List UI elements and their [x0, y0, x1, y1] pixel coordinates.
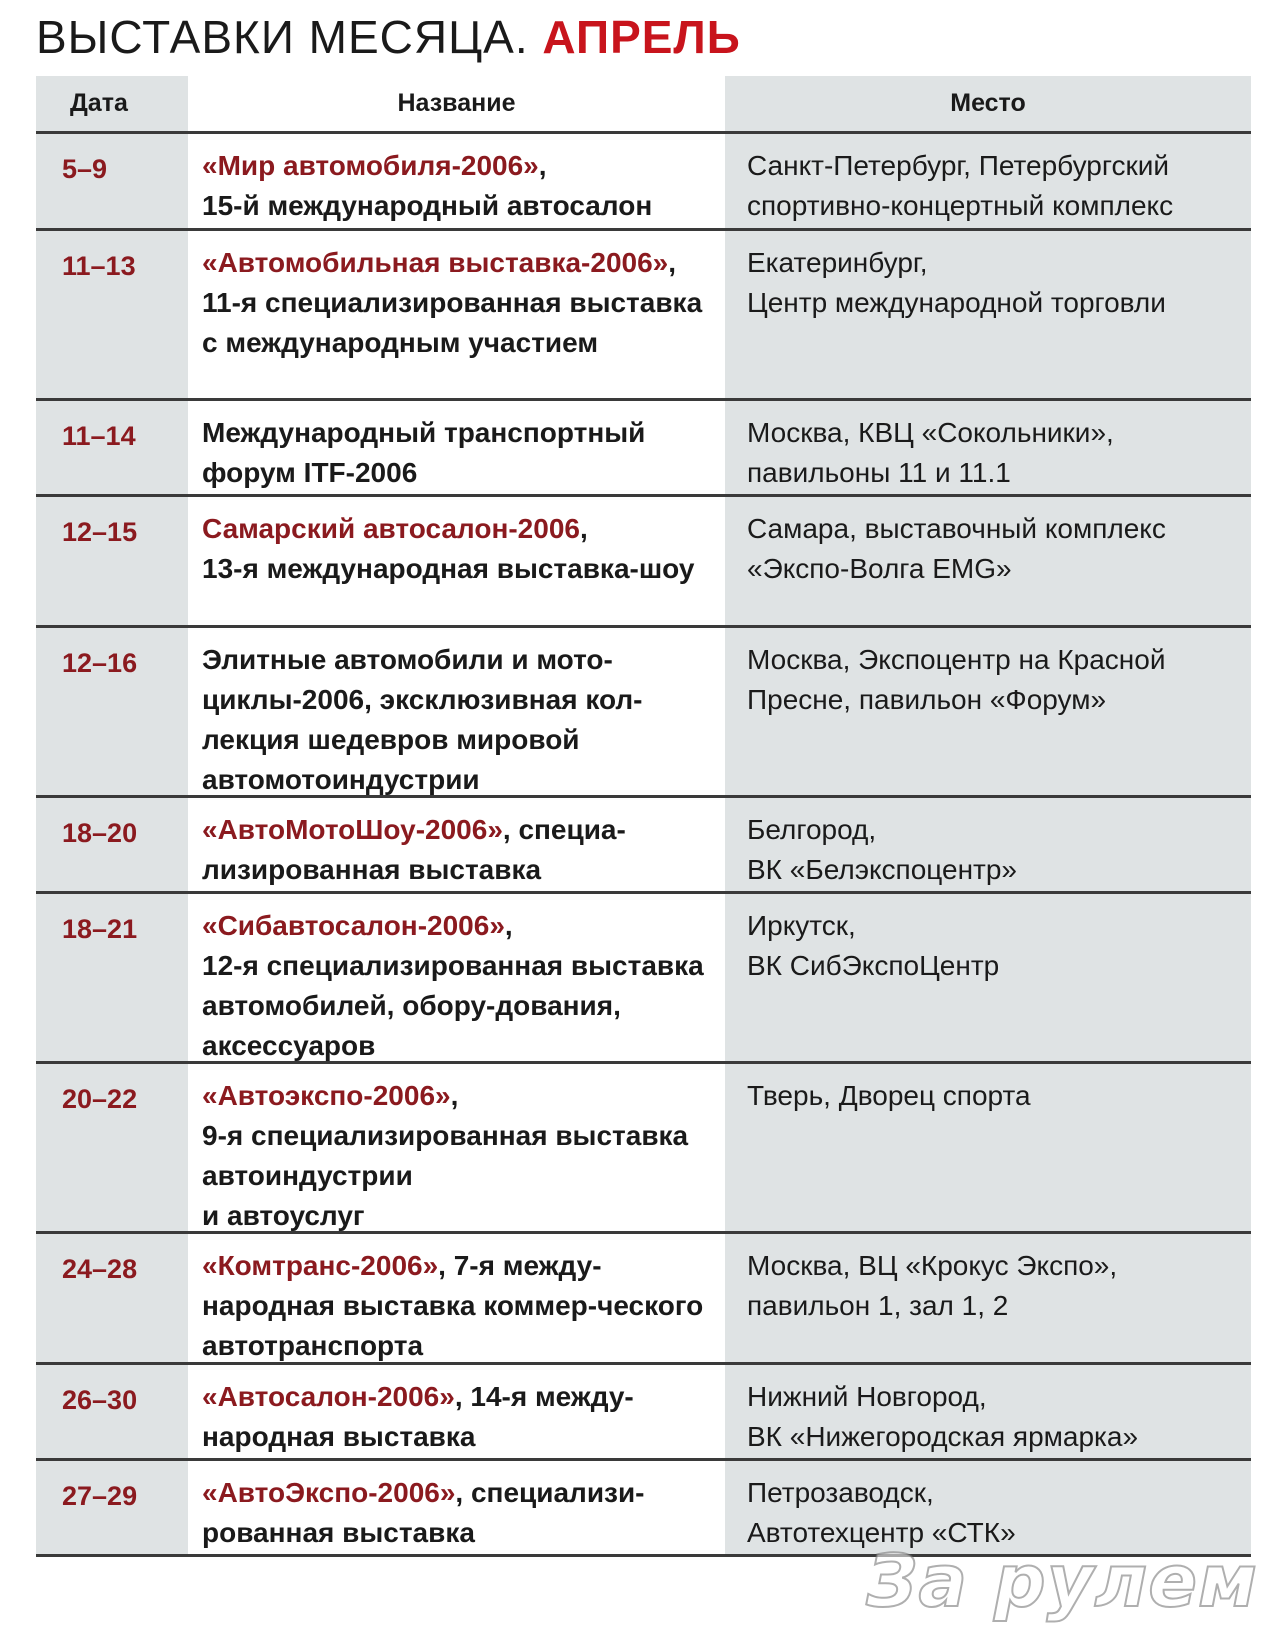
row-name-rest: , 14-я между-народная выставка — [202, 1381, 634, 1452]
row-place: Екатеринбург, Центр международной торговли — [725, 231, 1251, 398]
row-place: Москва, КВЦ «Сокольники», павильоны 11 и 11.1 — [725, 401, 1251, 494]
row-date: 24–28 — [36, 1234, 188, 1362]
row-name-rest: Элитные автомобили и мото-циклы-2006, эксклюзивная кол-лекция шедевров мировой автомотоиндустрии — [202, 644, 643, 795]
table-row — [36, 134, 1251, 231]
exhibitions-table — [36, 76, 1251, 1557]
table-row — [36, 1234, 1251, 1365]
header-place: Место — [725, 76, 1251, 131]
row-date: 5–9 — [36, 134, 188, 228]
row-name — [188, 894, 725, 1061]
row-name-highlight: «АвтоЭкспо-2006» — [202, 1477, 456, 1508]
row-name-highlight: «Мир автомобиля-2006» — [202, 150, 539, 181]
row-name-highlight: «Автомобильная выставка-2006» — [202, 247, 669, 278]
row-date: 12–16 — [36, 628, 188, 795]
row-name — [188, 798, 725, 891]
row-date: 18–21 — [36, 894, 188, 1061]
row-place: Петрозаводск, Автотехцентр «СТК» — [725, 1461, 1251, 1554]
row-name-rest: , специа-лизированная выставка — [202, 814, 626, 885]
row-name-rest: , 12-я специализированная выставка автомобилей, обору-дования, аксессуаров — [202, 910, 704, 1061]
row-place: Москва, Экспоцентр на Красной Пресне, павильон «Форум» — [725, 628, 1251, 795]
row-place: Москва, ВЦ «Крокус Экспо», павильон 1, зал 1, 2 — [725, 1234, 1251, 1362]
row-date: 12–15 — [36, 497, 188, 625]
row-name — [188, 1461, 725, 1554]
row-name-rest: , 9-я специализированная выставка автоиндустрии и автоуслуг — [202, 1080, 689, 1231]
row-place: Самара, выставочный комплекс «Экспо-Волга EMG» — [725, 497, 1251, 625]
row-name — [188, 231, 725, 398]
table-row — [36, 401, 1251, 497]
row-name-rest: , 11-я специализированная выставка с международным участием — [202, 247, 703, 358]
page-title — [36, 10, 741, 64]
header-name: Название — [188, 76, 725, 131]
row-name — [188, 1064, 725, 1231]
row-place: Тверь, Дворец спорта — [725, 1064, 1251, 1231]
row-name-highlight: Самарский автосалон-2006 — [202, 513, 580, 544]
watermark-logo: За рулем — [866, 1539, 1258, 1623]
table-header-row — [36, 76, 1251, 134]
header-date: Дата — [36, 76, 188, 131]
row-name — [188, 628, 725, 795]
row-name-highlight: «Сибавтосалон-2006» — [202, 910, 505, 941]
row-name-rest: , 13-я международная выставка-шоу — [202, 513, 695, 584]
table-row — [36, 497, 1251, 628]
row-date: 18–20 — [36, 798, 188, 891]
row-name-highlight: «Автосалон-2006» — [202, 1381, 455, 1412]
row-name — [188, 401, 725, 494]
row-name — [188, 1234, 725, 1362]
table-row — [36, 1064, 1251, 1234]
row-name-highlight: «АвтоМотоШоу-2006» — [202, 814, 503, 845]
row-place: Санкт-Петербург, Петербургский спортивно-концертный комплекс — [725, 134, 1251, 228]
row-name — [188, 134, 725, 228]
row-name — [188, 497, 725, 625]
row-date: 11–13 — [36, 231, 188, 398]
row-name-highlight: «Автоэкспо-2006» — [202, 1080, 451, 1111]
row-place: Иркутск, ВК СибЭкспоЦентр — [725, 894, 1251, 1061]
page-title-main: ВЫСТАВКИ МЕСЯЦА. — [36, 11, 529, 63]
row-date: 27–29 — [36, 1461, 188, 1554]
table-body — [36, 134, 1251, 1557]
row-date: 20–22 — [36, 1064, 188, 1231]
row-name-rest: , 15-й международный автосалон — [202, 150, 653, 221]
row-place: Нижний Новгород, ВК «Нижегородская ярмарка» — [725, 1365, 1251, 1458]
table-row — [36, 894, 1251, 1064]
row-place: Белгород, ВК «Белэкспоцентр» — [725, 798, 1251, 891]
page-title-month: АПРЕЛЬ — [542, 11, 741, 63]
table-row — [36, 628, 1251, 798]
table-row — [36, 798, 1251, 894]
row-name-highlight: «Комтранс-2006» — [202, 1250, 439, 1281]
row-name — [188, 1365, 725, 1458]
row-date: 11–14 — [36, 401, 188, 494]
table-row — [36, 1365, 1251, 1461]
row-name-rest: , 7-я между-народная выставка коммер-ческого автотранспорта — [202, 1250, 704, 1361]
table-row — [36, 231, 1251, 401]
row-name-rest: , специализи-рованная выставка — [202, 1477, 645, 1548]
row-name-rest: Международный транспортный форум ITF-2006 — [202, 417, 646, 488]
row-date: 26–30 — [36, 1365, 188, 1458]
